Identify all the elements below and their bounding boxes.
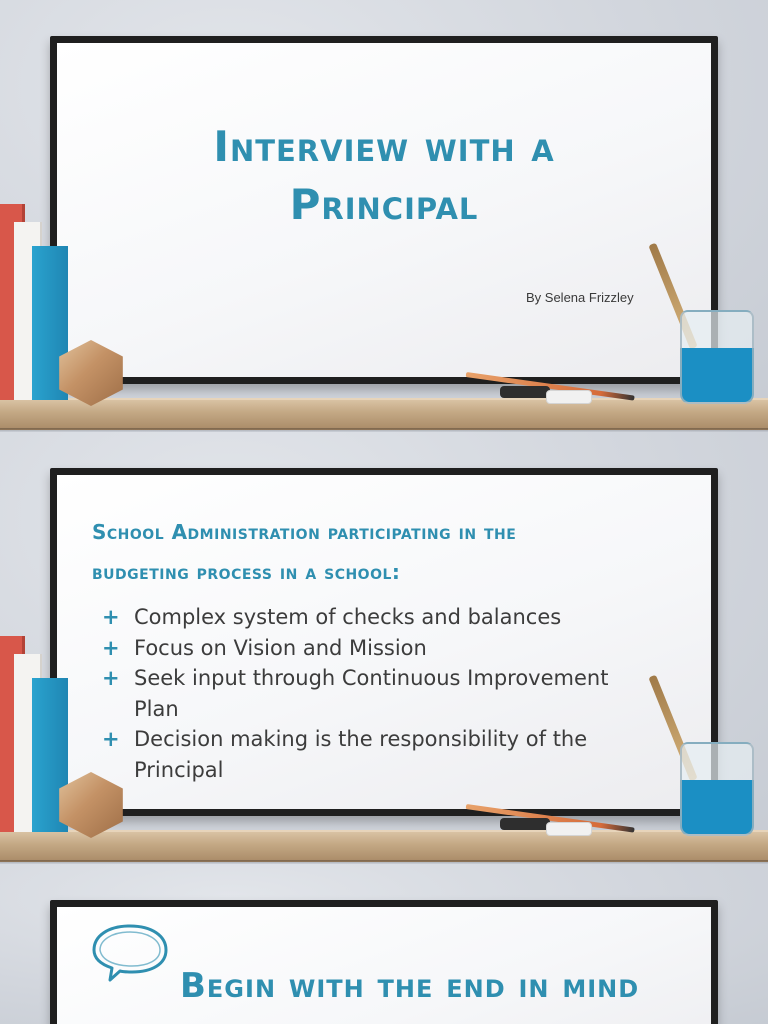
bullet-item: + Complex system of checks and balances — [98, 602, 658, 633]
white-eraser — [546, 390, 592, 404]
bullet-item: + Focus on Vision and Mission — [98, 633, 658, 664]
black-eraser — [500, 386, 550, 398]
wooden-shelf — [0, 830, 768, 862]
slide-heading — [92, 512, 652, 592]
title-line-2: Principal — [289, 180, 479, 229]
slide-title: Begin with the end in mind — [180, 966, 640, 1006]
white-eraser — [546, 822, 592, 836]
water-jar — [680, 742, 754, 836]
bullet-item: + Seek input through Continuous Improvement Plan — [98, 663, 658, 724]
author-credit: By Selena Frizzley — [526, 290, 634, 305]
slide-1[interactable] — [0, 0, 768, 432]
slide-title — [50, 118, 718, 234]
black-eraser — [500, 818, 550, 830]
water-jar — [680, 310, 754, 404]
heading-line-2: budgeting process in a school: — [92, 560, 401, 584]
heading-line-1: School Administration participating in the — [92, 520, 517, 544]
speech-bubble-icon — [88, 920, 172, 984]
bullet-list — [98, 602, 658, 785]
bullet-item: + Decision making is the responsibility of the Principal — [98, 724, 658, 785]
wooden-shelf — [0, 398, 768, 430]
title-line-1: Interview with a — [213, 122, 555, 171]
